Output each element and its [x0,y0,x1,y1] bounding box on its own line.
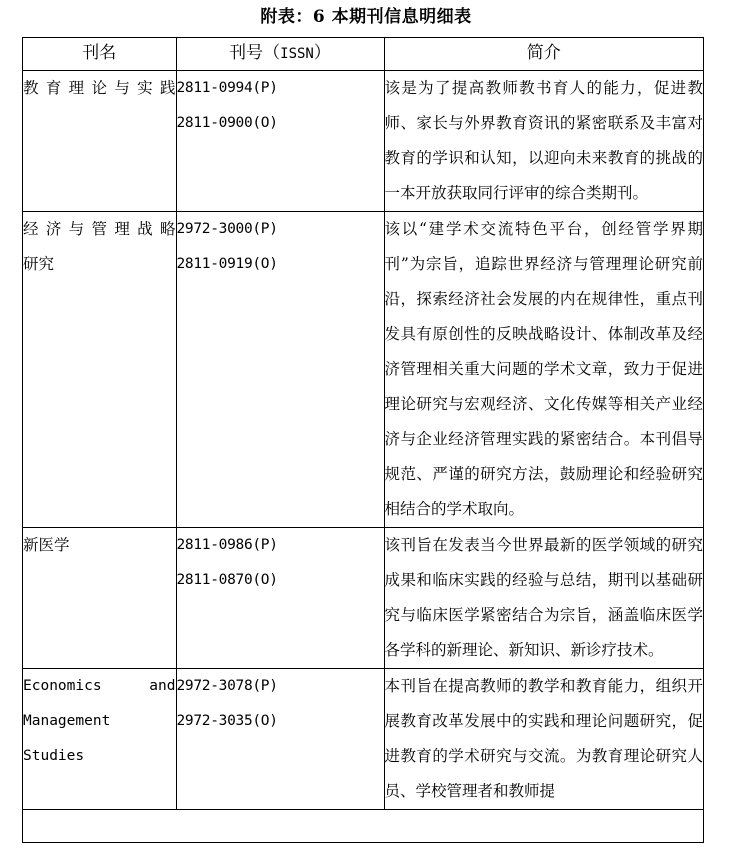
journal-name-line: 研究 [23,255,55,273]
issn-online: 2811-0900(O) [176,115,278,131]
journal-description-cell: 本刊旨在提高教师的教学和教育能力，组织开展教育改革发展中的实践和理论问题研究，促进教育的学术研究与交流。为教育理论研究人员、学校管理者和教师提 [384,669,703,810]
issn-online: 2972-3035(O) [176,713,278,729]
journal-name-line: Studies [23,748,85,764]
issn-header-latin: ISSN [280,46,314,62]
table-row [23,212,703,528]
journal-name-line: Economics and [23,678,176,694]
journal-table-container [22,37,704,843]
issn-print: 2972-3078(P) [176,678,278,694]
journal-name-cell [23,212,176,528]
column-header-issn [176,38,384,71]
journal-issn-cell [176,669,384,810]
table-body [23,71,703,810]
journal-description-cell: 该是为了提高教师教书育人的能力，促进教师、家长与外界教育资讯的紧密联系及丰富对教育的学识和认知，以迎向未来教育的挑战的一本开放获取同行评审的综合类期刊。 [384,71,703,212]
issn-header-suffix: ） [313,43,331,63]
journal-issn-cell [176,71,384,212]
journal-description-cell: 该以“建学术交流特色平台，创经管学界期刊”为宗旨，追踪世界经济与管理理论研究前沿，探索经济社会发展的内在规律性，重点刊发具有原创性的反映战略设计、体制改革及经济管理相关重大问题的学术文章，致力于促进理论研究与宏观经济、文化传媒等相关产业经济与企业经济管理实践的紧密结合。本刊倡导规范、严谨的研究方法，鼓励理论和经验研究相结合的学术取向。 [384,212,703,528]
journal-name-cell [23,71,176,212]
journal-name-line: 新医学 [23,536,70,554]
table-row [23,71,703,212]
issn-print: 2972-3000(P) [176,221,278,237]
journal-name-cell [23,528,176,669]
journal-name-line: 经济与管理战略 [23,220,176,238]
issn-print: 2811-0986(P) [176,537,278,553]
journal-name-line: 教育理论与实践 [23,79,176,97]
column-header-name: 刊名 [23,38,176,71]
journal-issn-cell [176,528,384,669]
issn-header-prefix: 刊号（ [229,43,281,63]
table-row [23,528,703,669]
journal-description-cell: 该刊旨在发表当今世界最新的医学领域的研究成果和临床实践的经验与总结，期刊以基础研究与临床医学紧密结合为宗旨，涵盖临床医学各学科的新理论、新知识、新诊疗技术。 [384,528,703,669]
issn-online: 2811-0919(O) [176,256,278,272]
issn-print: 2811-0994(P) [176,80,278,96]
issn-online: 2811-0870(O) [176,572,278,588]
table-header-row [23,38,703,71]
journal-name-line: Management [23,713,111,729]
journal-name-cell [23,669,176,810]
column-header-description: 简介 [384,38,703,71]
page-title: 附表：6 本期刊信息明细表 [260,7,472,27]
journal-info-table [23,38,703,810]
table-row [23,669,703,810]
journal-issn-cell [176,212,384,528]
